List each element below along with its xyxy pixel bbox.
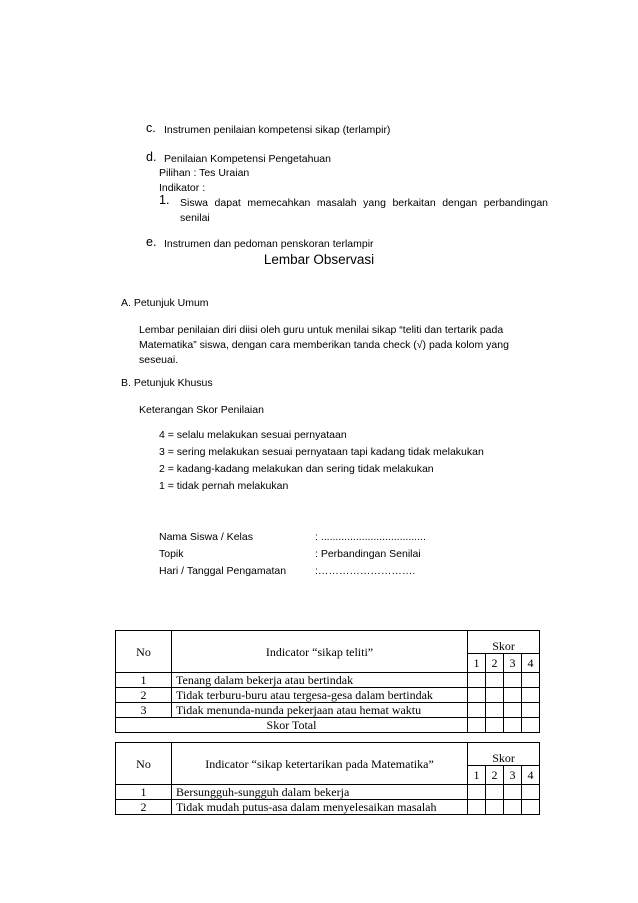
table-sikap-teliti xyxy=(115,630,540,733)
item-d-text: Penilaian Kompetensi Pengetahuan xyxy=(164,153,331,165)
score-cell[interactable] xyxy=(486,688,504,703)
row-indicator: Tidak mudah putus-asa dalam menyelesaikan masalah xyxy=(172,800,468,815)
score-cell[interactable] xyxy=(522,718,540,733)
info-value-topik: : Perbandingan Senilai xyxy=(315,548,421,560)
score-cell[interactable] xyxy=(522,800,540,815)
table1-header-no: No xyxy=(116,631,172,673)
table2-header-no: No xyxy=(116,743,172,785)
table1-score-col-4: 4 xyxy=(522,654,540,673)
info-label-topik: Topik xyxy=(159,548,184,560)
score-legend-2: 2 = kadang-kadang melakukan dan sering tidak melakukan xyxy=(159,463,434,475)
table2-header-indicator: Indicator “sikap ketertarikan pada Matematika” xyxy=(172,743,468,785)
item-e-text: Instrumen dan pedoman penskoran terlampir xyxy=(164,238,374,250)
row-number: 2 xyxy=(116,800,172,815)
score-cell[interactable] xyxy=(486,673,504,688)
table-row xyxy=(116,673,540,688)
score-legend-4: 4 = selalu melakukan sesuai pernyataan xyxy=(159,429,347,441)
table2-score-col-2: 2 xyxy=(486,766,504,785)
row-indicator: Tidak terburu-buru atau tergesa-gesa dalam bertindak xyxy=(172,688,468,703)
score-cell[interactable] xyxy=(504,703,522,718)
table-row xyxy=(116,703,540,718)
score-cell[interactable] xyxy=(486,703,504,718)
table1-score-col-1: 1 xyxy=(468,654,486,673)
info-label-hari: Hari / Tanggal Pengamatan xyxy=(159,565,287,577)
score-cell[interactable] xyxy=(486,718,504,733)
info-value-nama: : .................................... xyxy=(315,531,426,543)
table2-score-col-4: 4 xyxy=(522,766,540,785)
item-d-point-number: 1. xyxy=(159,193,170,207)
section-a-line-1: Lembar penilaian diri diisi oleh guru untuk menilai sikap “teliti dan tertarik pada xyxy=(139,324,504,336)
item-c-letter: c. xyxy=(146,121,156,135)
score-cell[interactable] xyxy=(504,800,522,815)
item-d-point-line1: Siswa dapat memecahkan masalah yang berkaitan dengan perbandingan xyxy=(180,197,548,209)
row-number: 1 xyxy=(116,785,172,800)
table-sikap-ketertarikan xyxy=(115,742,540,815)
score-cell[interactable] xyxy=(468,703,486,718)
info-label-nama: Nama Siswa / Kelas xyxy=(159,531,253,543)
table-row xyxy=(116,785,540,800)
item-d-point-line2: senilai xyxy=(180,212,210,224)
table1-header-skor: Skor xyxy=(468,631,540,654)
table1-score-col-3: 3 xyxy=(504,654,522,673)
score-cell[interactable] xyxy=(468,673,486,688)
table-row-total xyxy=(116,718,540,733)
row-number: 1 xyxy=(116,673,172,688)
table1-header-indicator: Indicator “sikap teliti” xyxy=(172,631,468,673)
score-cell[interactable] xyxy=(468,688,486,703)
row-number: 3 xyxy=(116,703,172,718)
score-cell[interactable] xyxy=(504,673,522,688)
row-indicator: Tidak menunda-nunda pekerjaan atau hemat waktu xyxy=(172,703,468,718)
table2-header-skor: Skor xyxy=(468,743,540,766)
info-value-hari: :………………………. xyxy=(315,565,416,577)
item-d-letter: d. xyxy=(146,150,157,164)
score-cell[interactable] xyxy=(468,718,486,733)
item-e-letter: e. xyxy=(146,235,157,249)
section-a-heading: A. Petunjuk Umum xyxy=(121,297,209,309)
score-cell[interactable] xyxy=(522,703,540,718)
page-title: Lembar Observasi xyxy=(263,252,375,267)
table-row xyxy=(116,688,540,703)
row-indicator: Tenang dalam bekerja atau bertindak xyxy=(172,673,468,688)
item-d-pilihan: Pilihan : Tes Uraian xyxy=(159,167,250,179)
score-legend-3: 3 = sering melakukan sesuai pernyataan tapi kadang tidak melakukan xyxy=(159,446,484,458)
row-number: 2 xyxy=(116,688,172,703)
item-c-text: Instrumen penilaian kompetensi sikap (terlampir) xyxy=(164,124,391,136)
skor-total-label: Skor Total xyxy=(116,718,468,733)
table2-score-col-3: 3 xyxy=(504,766,522,785)
table2-score-col-1: 1 xyxy=(468,766,486,785)
score-cell[interactable] xyxy=(504,688,522,703)
score-cell[interactable] xyxy=(522,673,540,688)
score-cell[interactable] xyxy=(468,785,486,800)
table1-score-col-2: 2 xyxy=(486,654,504,673)
section-b-subheading: Keterangan Skor Penilaian xyxy=(139,404,264,416)
section-b-heading: B. Petunjuk Khusus xyxy=(121,377,213,389)
table-row xyxy=(116,800,540,815)
section-a-line-3: seseuai. xyxy=(139,354,179,366)
section-a-line-2: Matematika” siswa, dengan cara memberikan tanda check (√) pada kolom yang xyxy=(139,339,509,351)
score-cell[interactable] xyxy=(468,800,486,815)
score-cell[interactable] xyxy=(486,800,504,815)
row-indicator: Bersungguh-sungguh dalam bekerja xyxy=(172,785,468,800)
score-cell[interactable] xyxy=(504,785,522,800)
score-cell[interactable] xyxy=(486,785,504,800)
score-legend-1: 1 = tidak pernah melakukan xyxy=(159,480,289,492)
score-cell[interactable] xyxy=(504,718,522,733)
item-d-indikator: Indikator : xyxy=(159,182,206,194)
score-cell[interactable] xyxy=(522,688,540,703)
score-cell[interactable] xyxy=(522,785,540,800)
